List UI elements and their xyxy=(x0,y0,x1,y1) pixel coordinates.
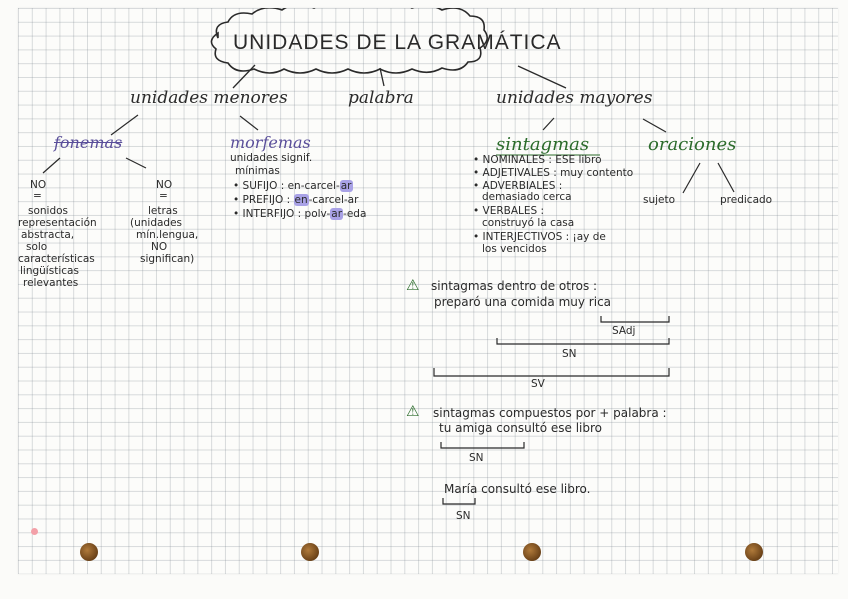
grid-paper-sheet xyxy=(18,8,838,574)
morfemas-desc: unidades signif. xyxy=(230,152,313,164)
sv-bracket xyxy=(434,368,669,376)
fonemas-right-line: NO xyxy=(156,179,173,191)
sn-label: SN xyxy=(456,510,471,522)
sintagma-item: • INTERJECTIVOS : ¡ay de xyxy=(473,231,606,243)
oraciones-label: oraciones xyxy=(648,134,737,155)
sintagmas-label: sintagmas xyxy=(496,134,590,155)
highlight-morpheme: ar xyxy=(340,180,352,192)
binder-hole xyxy=(301,543,319,561)
warning-triangle-icon: ⚠ xyxy=(406,402,420,420)
highlight-morpheme: ar xyxy=(331,208,343,220)
sv-label: SV xyxy=(531,378,545,390)
note1-example: preparó una comida muy rica xyxy=(434,295,612,309)
sintagma-item: construyó la casa xyxy=(482,217,575,229)
fonemas-right-line: letras xyxy=(148,205,178,217)
morfema-sufijo-text: • SUFIJO : en-carcel- xyxy=(233,180,340,192)
page-title: UNIDADES DE LA GRAMÁTICA xyxy=(233,31,562,54)
branch-menores: unidades menores xyxy=(130,88,288,108)
sn-bracket-3 xyxy=(443,498,475,504)
fonemas-left-line: relevantes xyxy=(23,277,79,289)
oraciones-sujeto: sujeto xyxy=(643,194,676,206)
sadj-label: SAdj xyxy=(612,325,636,337)
fonemas-left-line: NO xyxy=(30,179,47,191)
sn-bracket-2 xyxy=(441,442,524,448)
fonemas-left-line: abstracta, xyxy=(21,229,75,241)
morfema-prefijo-rest: -carcel-ar xyxy=(308,194,359,206)
fonemas-left-line: = xyxy=(33,190,42,202)
binder-hole xyxy=(523,543,541,561)
note2-example: tu amiga consultó ese libro xyxy=(439,421,603,435)
morfema-prefijo-text: • PREFIJO : xyxy=(233,194,294,206)
note1-heading: sintagmas dentro de otros : xyxy=(431,279,598,293)
morfema-interfijo xyxy=(233,209,366,220)
note2-example-2: María consultó ese libro. xyxy=(444,482,591,496)
sintagma-item: los vencidos xyxy=(482,243,547,255)
morfema-sufijo xyxy=(233,181,353,192)
binder-hole xyxy=(745,543,763,561)
warning-triangle-icon: ⚠ xyxy=(406,276,420,294)
sintagma-item: • NOMINALES : ESE libro xyxy=(473,154,602,166)
morfema-interfijo-text: • INTERFIJO : polv- xyxy=(233,208,331,220)
morfemas-label: morfemas xyxy=(230,133,311,152)
branch-mayores: unidades mayores xyxy=(496,88,653,108)
sintagma-item: • VERBALES : xyxy=(473,205,545,217)
morfema-interfijo-rest: -eda xyxy=(343,208,367,220)
fonemas-label: fonemas xyxy=(54,133,123,152)
sn-label: SN xyxy=(469,452,484,464)
fonemas-left-line: solo xyxy=(26,241,48,253)
pink-dot xyxy=(31,528,38,535)
sn-label: SN xyxy=(562,348,577,360)
fonemas-right-line: (unidades xyxy=(130,217,183,229)
sintagma-item: • ADJETIVALES : muy contento xyxy=(473,167,634,179)
fonemas-right-line: significan) xyxy=(140,253,195,265)
morfema-prefijo xyxy=(233,195,358,206)
fonemas-left-line: sonidos xyxy=(28,205,69,217)
sintagma-item: demasiado cerca xyxy=(482,191,572,203)
oraciones-predicado: predicado xyxy=(720,194,773,206)
sadj-bracket xyxy=(601,316,669,322)
fonemas-right-line: NO xyxy=(151,241,168,253)
note2-heading: sintagmas compuestos por + palabra : xyxy=(433,406,667,420)
morfemas-desc: mínimas xyxy=(235,165,280,177)
highlight-morpheme: en xyxy=(294,194,308,206)
binder-hole xyxy=(80,543,98,561)
fonemas-left-line: características xyxy=(18,253,95,265)
fonemas-left-line: representación xyxy=(18,217,97,229)
sn-bracket xyxy=(497,338,669,344)
sintagma-item: • ADVERBIALES : xyxy=(473,180,563,192)
fonemas-right-line: mín.lengua, xyxy=(136,229,199,241)
fonemas-right-line: = xyxy=(159,190,168,202)
branch-palabra: palabra xyxy=(348,88,414,108)
fonemas-left-line: lingüísticas xyxy=(20,265,79,277)
